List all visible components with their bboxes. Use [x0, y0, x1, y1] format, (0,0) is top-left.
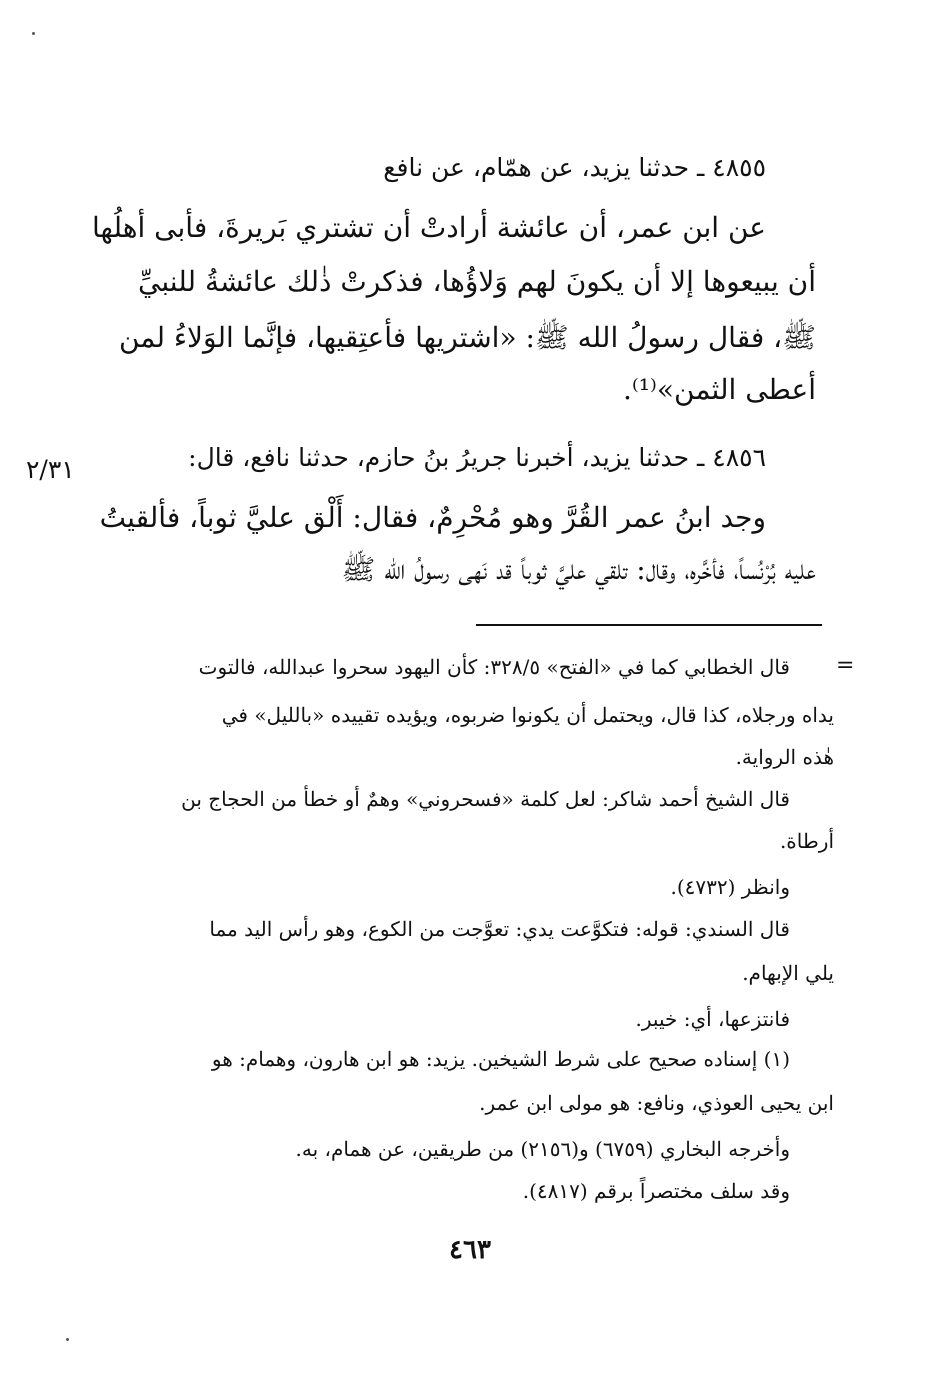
hadith-4855-line-2: أن يبيعوها إلا أن يكونَ لهم وَلاؤُها، فذكرتْ ذٰلك عائشةُ للنبيِّ	[138, 265, 816, 298]
footnote-line: قال السندي: قوله: فتكوَّعت يدي: تعوَّجت من الكوع، وهو رأس اليد مما	[209, 917, 790, 941]
footnote-line: يداه ورجلاه، كذا قال، ويحتمل أن يكونوا ضربوه، ويؤيده تقييده «بالليل» في	[221, 703, 834, 727]
page-number: ٤٦٣	[449, 1235, 491, 1265]
footnote-continuation-mark: =	[836, 653, 855, 678]
footnote-line: أرطاة.	[779, 829, 834, 853]
footnote-line: قال الخطابي كما في «الفتح» ٣٢٨/٥: كأن اليهود سحروا عبدالله، فالتوت	[198, 655, 790, 679]
footnote-line: وانظر (٤٧٣٢).	[670, 875, 790, 899]
footnote-separator	[476, 624, 822, 626]
footnote-line: وقد سلف مختصراً برقم (٤٨١٧).	[522, 1179, 790, 1203]
scan-speck	[32, 32, 35, 35]
footnote-line: هٰذه الرواية.	[735, 745, 834, 769]
footnote-line: قال الشيخ أحمد شاكر: لعل كلمة «فسحروني» وهمٌ أو خطأ من الحجاج بن	[181, 787, 790, 811]
hadith-4856-line-1: وجد ابنُ عمر القُرَّ وهو مُحْرِمٌ، فقال: أَلْق عليَّ ثوباً، فألقيتُ	[99, 501, 766, 534]
footnote-line: فانتزعها، أي: خيبر.	[635, 1007, 790, 1031]
footnote-line: ابن يحيى العوذي، ونافع: هو مولى ابن عمر.	[479, 1091, 834, 1115]
footnote-line: (١) إسناده صحيح على شرط الشيخين. يزيد: هو ابن هارون، وهمام: هو	[211, 1047, 790, 1071]
hadith-4855-line-4: أعطى الثمن»⁽¹⁾.	[623, 373, 816, 406]
hadith-4855-header: ٤٨٥٥ ـ حدثنا يزيد، عن همّام، عن نافع	[383, 153, 766, 182]
hadith-4855-line-3: ﷺ، فقال رسولُ الله ﷺ: «اشتريها فأعتِقيها، فإنَّما الوَلاءُ لمن	[118, 321, 816, 354]
scan-speck	[66, 1338, 69, 1341]
margin-volume-page-reference: ٢/٣١	[26, 455, 75, 484]
hadith-4856-header: ٤٨٥٦ ـ حدثنا يزيد، أخبرنا جريرُ بنُ حازم، حدثنا نافع، قال:	[188, 443, 766, 472]
hadith-4855-line-1: عن ابن عمر، أن عائشة أرادتْ أن تشتري بَريرةَ، فأبى أهلُها	[92, 211, 766, 244]
hadith-4856-line-2: عليه بُرْنُساً، فأخَّره، وقال: تلقي عليَّ ثوباً قد نَهى رسولُ الله ﷺ	[341, 553, 816, 586]
footnote-line: يلي الإبهام.	[742, 961, 834, 985]
footnote-line: وأخرجه البخاري (٦٧٥٩) و(٢١٥٦) من طريقين، عن همام، به.	[295, 1137, 790, 1161]
